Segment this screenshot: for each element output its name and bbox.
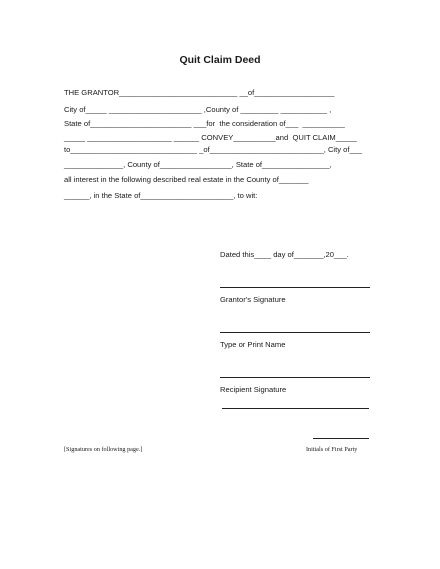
grantee-line: to______________________________ _of___________________________, City of___ [64,145,363,154]
convey-quitclaim-line: _____ ____________________ ______ CONVEY__________and QUIT CLAIM_____ [64,133,357,142]
document-title: Quit Claim Deed [179,54,261,66]
interest-line: all interest in the following described real estate in the County of_______ [64,175,309,184]
grantor-line: THE GRANTOR____________________________ __of___________________ [64,88,335,97]
recipient-signature-rule [220,377,370,378]
state-consideration-line: State of________________________ ___for the consideration of___ __________ [64,119,345,128]
state-to-wit-line: ______, in the State of______________________, to wit: [64,191,258,200]
extra-signature-rule [222,408,369,409]
dated-line: Dated this____ day of_______,20___. [220,250,349,259]
grantor-signature-rule [220,287,370,288]
footer-initials-label: Initials of First Party [306,446,358,453]
grantor-signature-label: Grantor's Signature [220,295,286,304]
initials-rule [313,438,369,439]
county-state-line: ______________, County of_________________, State of________________, [64,160,332,169]
print-name-rule [220,332,370,333]
recipient-signature-label: Recipient Signature [220,385,287,394]
print-name-label: Type or Print Name [220,340,286,349]
city-county-line: City of_____ ______________________ ,County of _________ ___________ , [64,105,332,114]
footer-signatures-note: [Signatures on following page.] [64,446,143,453]
